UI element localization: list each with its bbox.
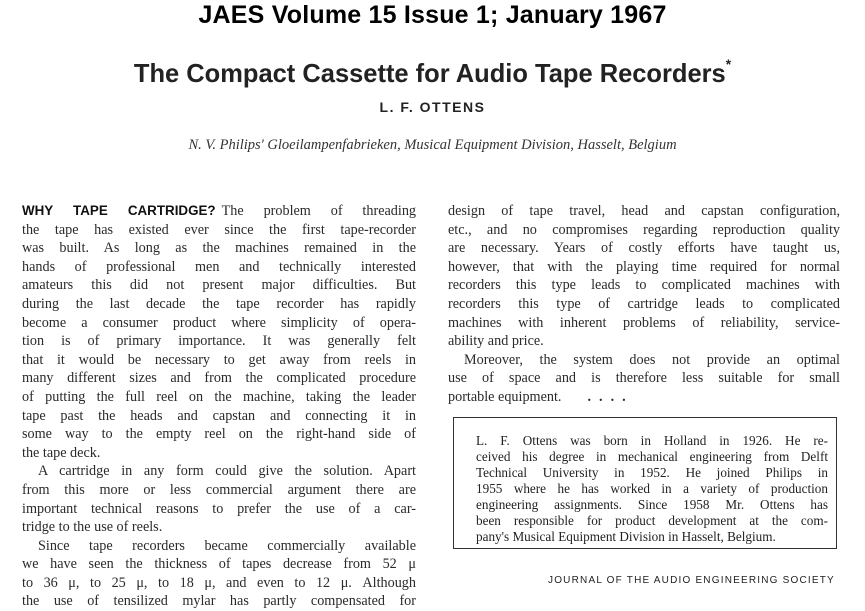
left-text-column bbox=[22, 202, 416, 611]
journal-issue-header: JAES Volume 15 Issue 1; January 1967 bbox=[198, 1, 667, 29]
body-line: Since tape recorders became commercially available bbox=[38, 537, 416, 554]
body-line: of putting the full reel on the machine, taking the leader bbox=[22, 388, 416, 405]
paper-title-text: The Compact Cassette for Audio Tape Recorders bbox=[133, 58, 726, 88]
body-line bbox=[448, 388, 840, 407]
body-line-text: The problem of threading bbox=[221, 203, 417, 219]
body-line: become a consumer product where simplicity of opera- bbox=[22, 314, 416, 331]
body-line: are necessary. Years of costly efforts have taught us, bbox=[448, 240, 840, 257]
bio-line: ceived his degree in mechanical engineering from Delft bbox=[476, 449, 828, 464]
body-line: the use of tensilized mylar has partly compensated for bbox=[22, 593, 416, 610]
body-line: during the last decade the tape recorder has rapidly bbox=[22, 295, 416, 312]
body-line: was built. As long as the machines remained in the bbox=[22, 240, 416, 257]
body-line: A cartridge in any form could give the solution. Apart bbox=[38, 463, 416, 480]
body-line: use of space and is therefore less suitable for small bbox=[448, 370, 840, 387]
bio-line: been responsible for product development at the com- bbox=[476, 513, 828, 528]
bio-line: Technical University in 1952. He joined Philips in bbox=[476, 465, 828, 480]
body-line: many different sizes and from the complicated procedure bbox=[22, 370, 416, 387]
title-footnote-mark: * bbox=[725, 56, 732, 72]
body-line: the tape deck. bbox=[22, 444, 101, 461]
body-line: we have seen the thickness of tapes decrease from 52 μ bbox=[22, 556, 416, 573]
right-text-column bbox=[448, 202, 840, 407]
author-bio-text bbox=[476, 433, 828, 545]
body-line: hands of professional men and technically interested bbox=[22, 258, 416, 275]
body-line: tape past the heads and capstan and connecting it in bbox=[22, 407, 416, 424]
body-line: Moreover, the system does not provide an optimal bbox=[464, 351, 840, 368]
body-line: however, that with the playing time required for normal bbox=[448, 258, 840, 275]
body-line: amateurs this did not present major difficulties. But bbox=[22, 277, 416, 294]
body-line: some way to the empty reel on the right-hand side of bbox=[22, 426, 416, 443]
body-line: recorders this type of cartridge leads to complicated bbox=[448, 295, 840, 312]
body-line: ability and price. bbox=[448, 333, 544, 350]
body-line: the tape has existed ever since the first tape-recorder bbox=[22, 221, 416, 238]
paper-title bbox=[9, 58, 857, 89]
body-line: machines with inherent problems of reliability, service- bbox=[448, 314, 840, 331]
section-end-ellipsis: .... bbox=[587, 388, 634, 405]
bio-line: engineering assignments. Since 1958 Mr. Ottens has bbox=[476, 497, 828, 512]
author-affiliation: N. V. Philips' Gloeilampenfabrieken, Musical Equipment Division, Hasselt, Belgium bbox=[188, 137, 677, 153]
body-line-text: portable equipment. bbox=[448, 388, 562, 405]
body-line bbox=[22, 202, 416, 221]
body-line: from this more or less commercial argument there are bbox=[22, 481, 416, 498]
bio-line: pany's Musical Equipment Division in Hasselt, Belgium. bbox=[476, 529, 776, 544]
body-line: etc., and no compromises regarding reproduction quality bbox=[448, 221, 840, 238]
body-line: important technical reasons to prefer the use of a car- bbox=[22, 500, 416, 517]
section-heading: WHY TAPE CARTRIDGE? bbox=[22, 203, 216, 218]
bio-line: L. F. Ottens was born in Holland in 1926. He re- bbox=[476, 433, 828, 448]
body-line: tion is of primary importance. It was generally felt bbox=[22, 333, 416, 350]
bio-line: 1955 where he has worked in a variety of production bbox=[476, 481, 828, 496]
body-line: design of tape travel, head and capstan configuration, bbox=[448, 203, 840, 219]
body-line: to 36 μ, to 25 μ, to 18 μ, and even to 12 μ. Although bbox=[22, 574, 416, 591]
body-line: that it would be necessary to get away from reels in bbox=[22, 351, 416, 368]
footer-journal-name: JOURNAL OF THE AUDIO ENGINEERING SOCIETY bbox=[548, 575, 835, 586]
author-name: L. F. OTTENS bbox=[379, 99, 486, 115]
body-line: recorders this type leads to complicated machines with bbox=[448, 277, 840, 294]
body-line: tridge to the use of reels. bbox=[22, 519, 163, 536]
